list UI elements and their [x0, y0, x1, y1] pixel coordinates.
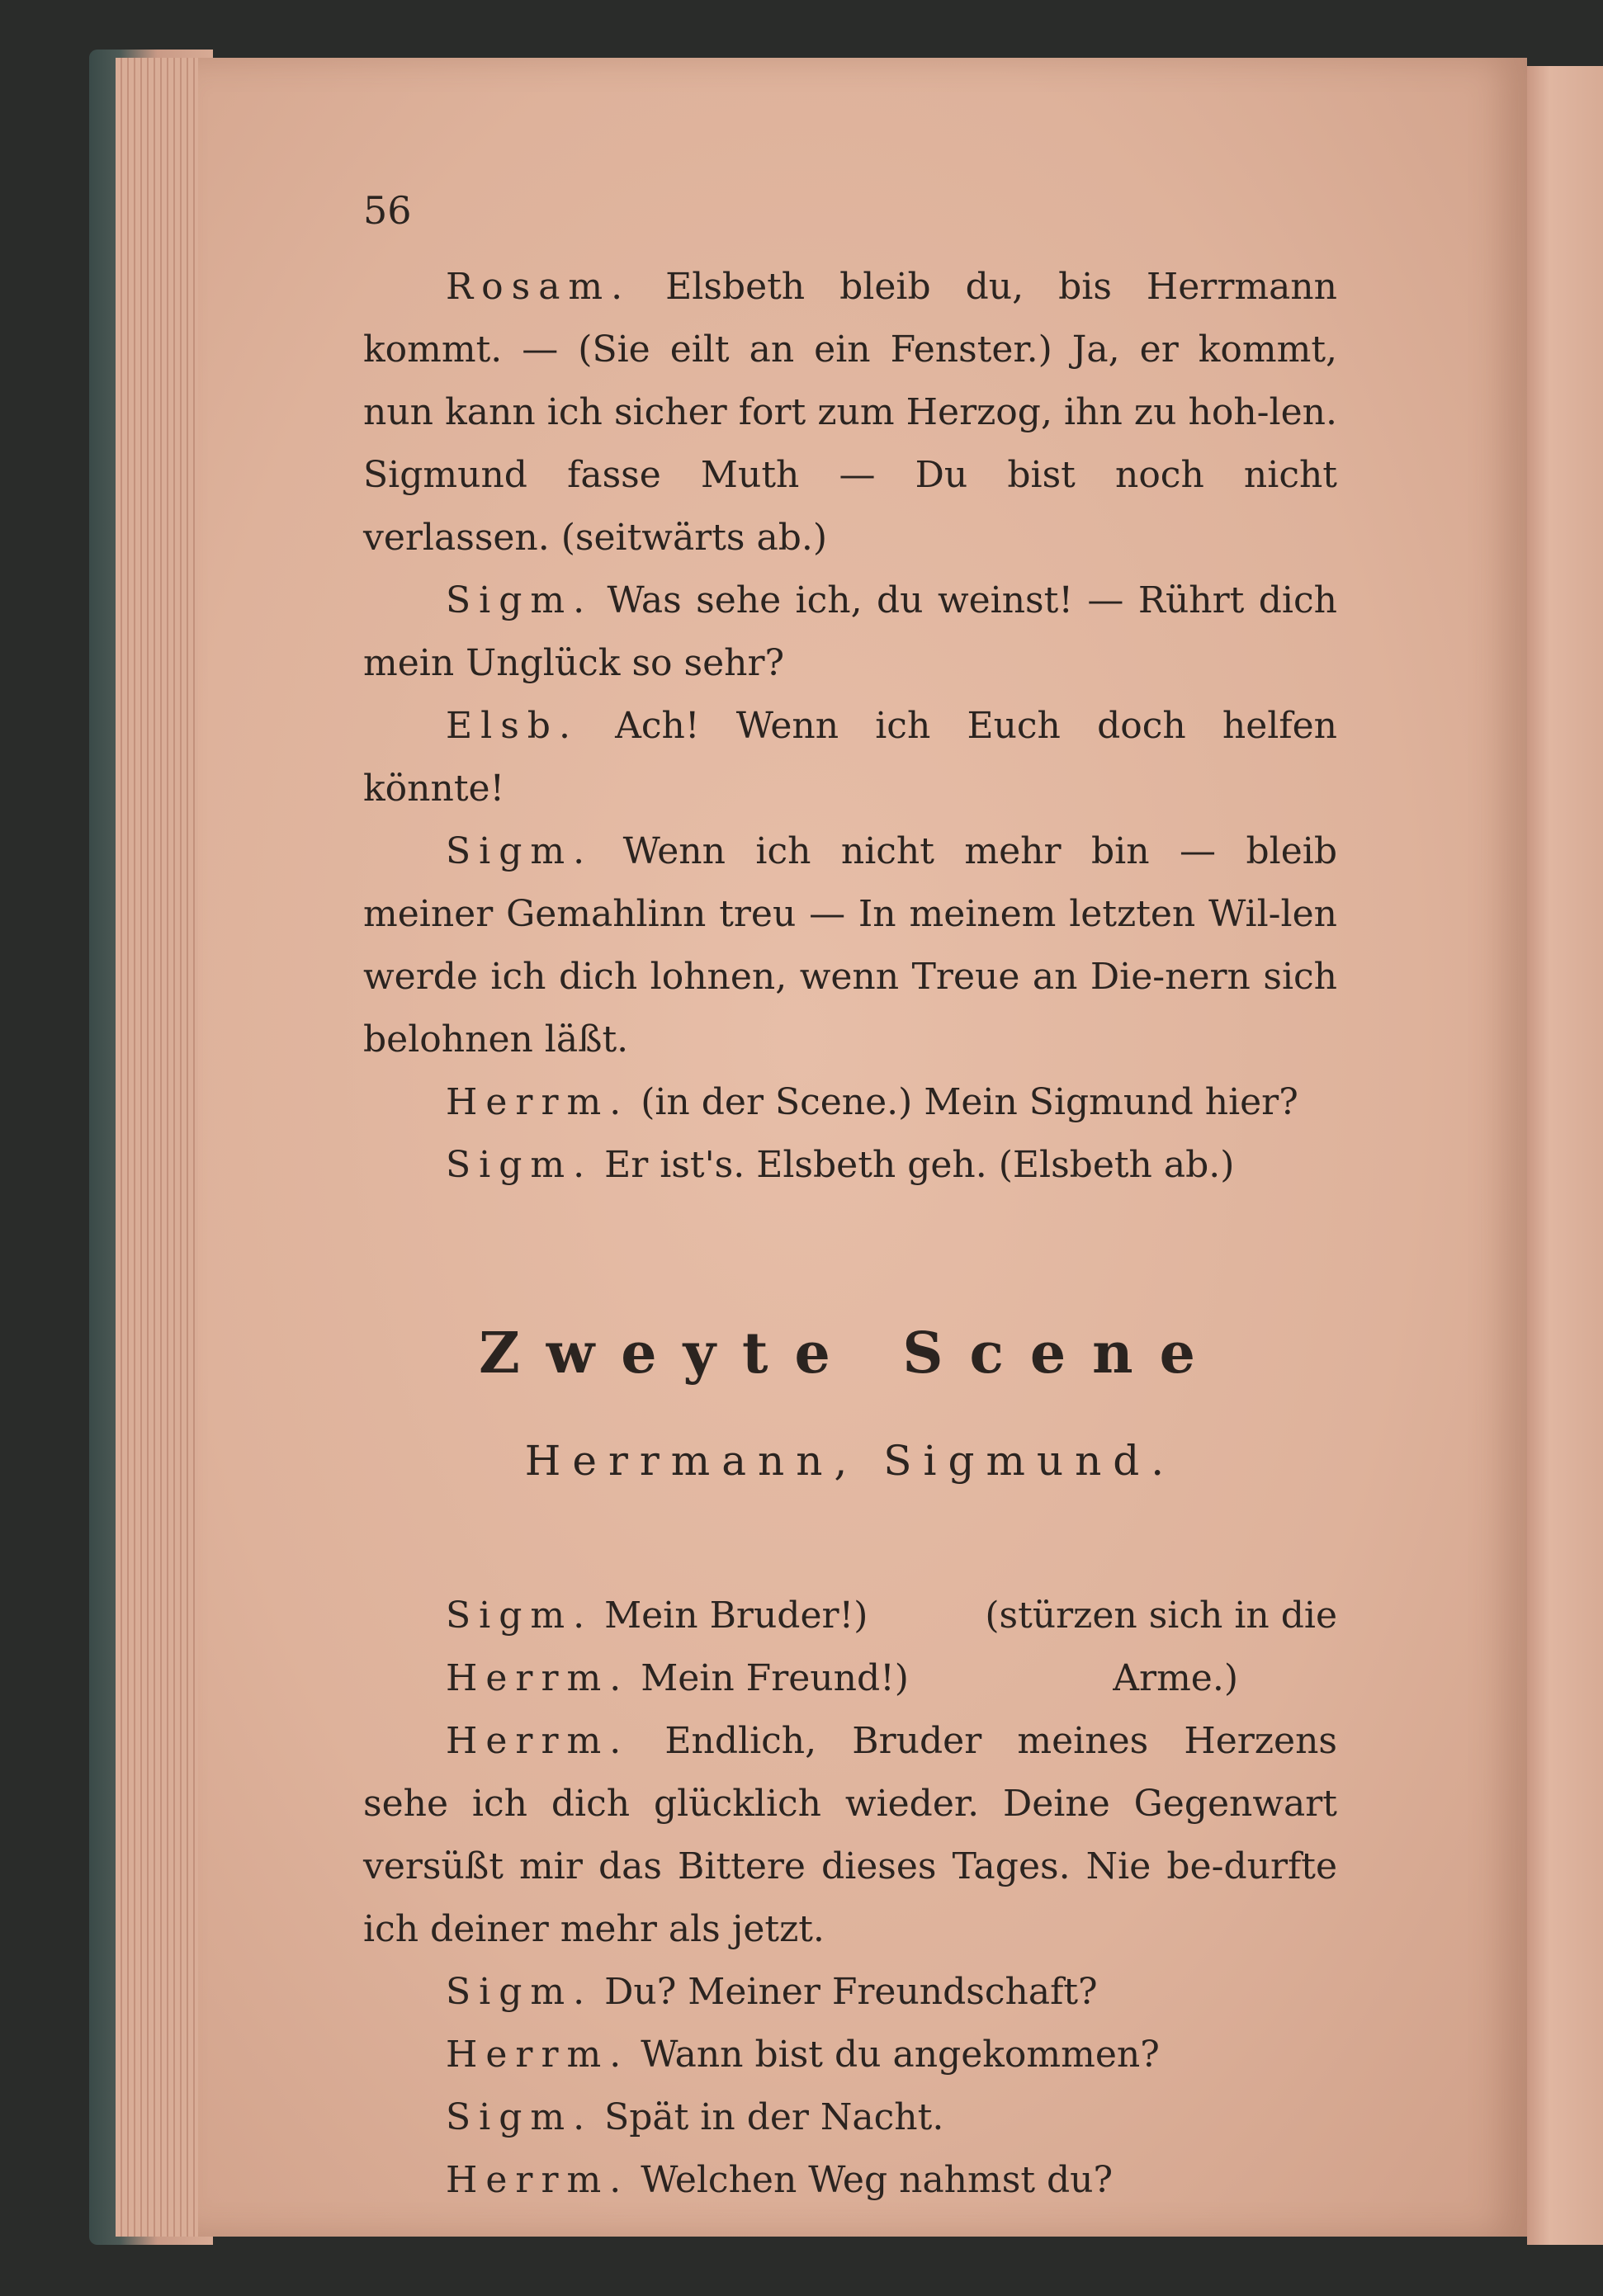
speaker: Sigm.: [446, 2096, 593, 2138]
speaker: Elsb.: [446, 705, 579, 747]
facing-page-edge: [1527, 66, 1603, 2245]
page-content: [363, 173, 1337, 2212]
speaker: Sigm.: [446, 1971, 593, 2013]
dialogue-paragraph: [363, 569, 1337, 695]
line-text: Mein Freund!): [641, 1657, 909, 1699]
stage-direction: Arme.): [1113, 1657, 1238, 1699]
line-text: Ach! Wenn ich Euch doch helfen könnte!: [363, 705, 1337, 810]
dialogue-paragraph: [363, 820, 1337, 1071]
speaker: Sigm.: [446, 1594, 593, 1637]
line-text: Wenn ich nicht mehr bin — bleib meiner Gemahlinn treu — In meinem letzten Wil-len werde ich dich lohnen, wenn Treue an Die-nern sich belohnen läßt.: [363, 830, 1337, 1061]
line-text: Du? Meiner Freundschaft?: [604, 1971, 1098, 2013]
dialogue-paragraph: [363, 256, 1337, 569]
scene-persons: Herrmann, Sigmund.: [524, 1437, 1176, 1485]
dialogue-block-2: [363, 1710, 1337, 2212]
line-text: Elsbeth bleib du, bis Herrmann kommt. — (Sie eilt an ein Fenster.) Ja, er kommt, nun kann ich sicher fort zum Herzog, ihn zu hoh-len. Sigmund fasse Muth — Du bist noch nicht verlassen. (seitwärts ab.): [363, 266, 1337, 559]
dialogue-paragraph: [363, 695, 1337, 820]
line-text: Was sehe ich, du weinst! — Rührt dich mein Unglück so sehr?: [363, 579, 1337, 684]
page-number: 56: [363, 188, 412, 233]
speaker: Sigm.: [446, 830, 593, 872]
brace-line-1: [363, 1585, 1337, 1647]
dialogue-paragraph: [363, 1071, 1337, 1134]
line-text: Wann bist du angekommen?: [641, 2034, 1160, 2076]
speaker: Herrm.: [446, 1720, 630, 1762]
speaker: Sigm.: [446, 1144, 593, 1186]
dialogue-paragraph: [363, 2149, 1337, 2212]
dialogue-paragraph: [363, 2024, 1337, 2086]
speaker: Sigm.: [446, 579, 593, 621]
speaker: Herrm.: [446, 1657, 630, 1699]
stage-direction: (stürzen sich in die: [985, 1594, 1337, 1637]
speaker: Herrm.: [446, 1081, 630, 1123]
scene-title: Zweyte Scene: [479, 1320, 1222, 1387]
simultaneous-lines: [363, 1585, 1337, 1710]
dialogue-paragraph: [363, 1134, 1337, 1197]
line-text: (in der Scene.) Mein Sigmund hier?: [641, 1081, 1298, 1123]
speaker: Herrm.: [446, 2034, 630, 2076]
dialogue-paragraph: [363, 1961, 1337, 2024]
speaker: Rosam.: [446, 266, 631, 308]
speaker: Herrm.: [446, 2159, 630, 2201]
line-text: Mein Bruder!): [604, 1594, 868, 1637]
line-text: Spät in der Nacht.: [604, 2096, 944, 2138]
dialogue-block-1: [363, 256, 1337, 1197]
line-text: Endlich, Bruder meines Herzens sehe ich dich glücklich wieder. Deine Gegenwart versüßt mir das Bittere dieses Tages. Nie be-durfte ich deiner mehr als jetzt.: [363, 1720, 1337, 1950]
brace-line-2: [363, 1647, 1337, 1710]
line-text: Welchen Weg nahmst du?: [641, 2159, 1114, 2201]
line-text: Er ist's. Elsbeth geh. (Elsbeth ab.): [604, 1144, 1235, 1186]
dialogue-paragraph: [363, 1710, 1337, 1961]
dialogue-paragraph: [363, 2086, 1337, 2149]
